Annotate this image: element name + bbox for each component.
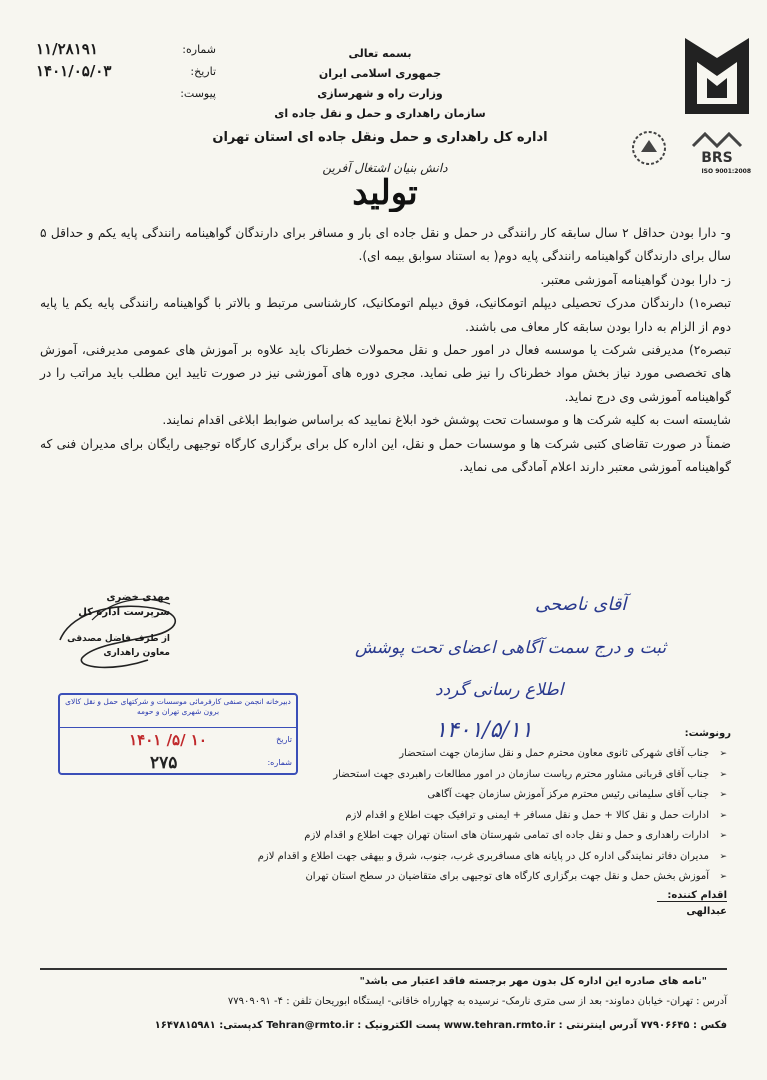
- cc-item: ➢ مدیران دفاتر نمایندگی اداره کل در پایانه های مسافربری غرب، جنوب، شرق و بیهقی جهت اطلاع و اقدام لازم: [287, 847, 727, 868]
- cc-item: ➢ جناب آقای شهرکی ثانوی معاون محترم حمل و نقل سازمان جهت استحضار: [287, 744, 727, 765]
- body-paragraph: تبصره۱) دارندگان مدرک تحصیلی دیپلم اتومکانیک، فوق دیپلم اتومکانیک، کارشناسی مرتبط و بالاتر با گواهینامه رانندگی پایه یکم یا پایه دوم از الزام به دارا بودن سابقه کار معاف می باشند.: [40, 296, 731, 334]
- organization-name: سازمان راهداری و حمل و نقل جاده ای: [274, 107, 486, 120]
- basmala: بسمه تعالی: [348, 47, 412, 60]
- office-name: اداره کل راهداری و حمل ونقل جاده ای استان تهران: [212, 130, 548, 145]
- letter-body: [40, 222, 731, 479]
- footer-notice: "نامه های صادره این اداره کل بدون مهر برجسته فاقد اعتبار می باشد": [359, 976, 707, 987]
- body-paragraph: تبصره۲) مدیرفنی شرکت یا موسسه فعال در امور حمل و نقل محمولات خطرناک باید علاوه بر آموزش های عمومی مدیرفنی، آموزش های تخصصی مورد نیاز بخش مواد خطرناک را نیز طی نماید. مجری دوره های آموزشی نیز در صورت تایید این مطلب باید مراتب را در گواهینامه آموزشی وی درج نماید.: [40, 343, 731, 404]
- cc-item: ➢ ادارات حمل و نقل کالا + حمل و نقل مسافر + ایمنی و ترافیک جهت اطلاع و اقدام لازم: [287, 806, 727, 827]
- body-paragraph: ز- دارا بودن گواهینامه آموزشی معتبر.: [540, 272, 731, 287]
- body-paragraph: شایسته است به کلیه شرکت ها و موسسات تحت پوشش خود ابلاغ نمایید که براساس ضوابط ابلاغی اقدام نمایند.: [162, 413, 731, 428]
- date-label: تاریخ:: [190, 64, 216, 78]
- stamp-number-value: ۲۷۵: [150, 752, 178, 773]
- stamp-date-value: ۱۴۰۱ /۵/ ۱۰: [129, 730, 207, 749]
- cc-item: ➢ جناب آقای قربانی مشاور محترم ریاست سازمان در امور مطالعات راهبردی جهت استحضار: [287, 765, 727, 786]
- action-label: اقدام کننده:: [657, 890, 727, 902]
- footer-address: آدرس : تهران- خیابان دماوند- بعد از سی متری نارمک- نرسیده به چهارراه خاقانی- ایستگاه ابوریحان تلفن : ۴- ۷۷۹۰۹۰۹۱: [227, 996, 727, 1007]
- signer-title: سرپرست اداره کل: [78, 607, 170, 618]
- body-paragraph: ضمناً در صورت تقاضای کتبی شرکت ها و موسسات حمل و نقل، این اداره کل برای برگزاری کارگاه توجیهی رایگان برای مدیران فنی که گواهینامه آموزشی معتبر دارند اعلام آمادگی می نماید.: [40, 436, 731, 475]
- on-behalf-text: از طرف فاضل مصدقی: [67, 634, 170, 644]
- letterhead: [200, 44, 560, 148]
- rmto-logo: [683, 34, 751, 118]
- signature-block: [52, 580, 282, 680]
- ministry-name: وزارت راه و شهرسازی: [317, 87, 443, 100]
- handwriting-date: ۱۴۰۱/۵/۱۱: [435, 718, 533, 743]
- letter-meta: [36, 38, 216, 104]
- deputy-title: معاون راهداری: [103, 648, 170, 658]
- brs-logo: [689, 130, 745, 170]
- cc-title: رونوشت:: [684, 728, 731, 739]
- emblem-icon: [629, 128, 669, 168]
- stamp-date-label: تاریخ: [276, 735, 292, 744]
- stamp-header: دبیرخانه انجمن صنفی کارفرمائی موسسات و شرکتهای حمل و نقل کالای برون شهری تهران و حومه: [60, 695, 296, 728]
- brs-text: BRS: [701, 150, 733, 166]
- handwriting-line: اطلاع رسانی گردد: [435, 680, 564, 700]
- cc-item: ➢ جناب آقای سلیمانی رئیس محترم مرکز آموزش سازمان جهت آگاهی: [287, 785, 727, 806]
- footer-divider: [40, 968, 727, 970]
- slogan-logo: [300, 152, 470, 212]
- svg-text:دانش بنیان اشتغال آفرین: دانش بنیان اشتغال آفرین: [322, 161, 448, 175]
- body-paragraph: و- دارا بودن حداقل ۲ سال سابقه کار رانندگی در حمل و نقل جاده ای بار و مسافر برای دارندگان گواهینامه رانندگی پایه یکم و حداقل ۵ سال برای دارندگان گواهینامه رانندگی پایه دوم( به استناد سوابق بیمه ای).: [40, 226, 731, 264]
- handwriting-line: آقای ناصحی: [535, 594, 627, 615]
- stamp-number-label: شماره:: [267, 758, 292, 767]
- number-label: شماره:: [182, 42, 216, 56]
- republic-name: جمهوری اسلامی ایران: [318, 67, 442, 80]
- attachment-label: پیوست:: [180, 86, 216, 100]
- action-name: عبدالهی: [686, 906, 727, 917]
- iso-text: ISO 9001:2008: [701, 168, 751, 175]
- svg-text:تولید: تولید: [352, 173, 418, 212]
- cc-item: ➢ ادارات راهداری و حمل و نقل جاده ای تمامی شهرستان های استان تهران جهت اطلاع و اقدام لازم: [287, 826, 727, 847]
- receipt-stamp: [58, 693, 298, 775]
- footer-contact: فکس : ۷۷۹۰۶۶۴۵ آدرس اینترنتی : www.tehran.rmto.ir پست الکترونیک : Tehran@rmto.ir کدپستی: ۱۶۴۷۸۱۵۹۸۱: [154, 1020, 727, 1031]
- number-value: ۱۱/۲۸۱۹۱: [36, 40, 98, 58]
- handwriting-line: ثبت و درج سمت آگاهی اعضای تحت پوشش: [355, 638, 667, 658]
- date-value: ۱۴۰۱/۰۵/۰۳: [36, 62, 112, 80]
- signer-name: مهدی خضری: [106, 592, 170, 603]
- cc-item: ➢ آموزش بخش حمل و نقل جهت برگزاری کارگاه های توجیهی برای متقاضیان در سطح استان تهران: [287, 867, 727, 888]
